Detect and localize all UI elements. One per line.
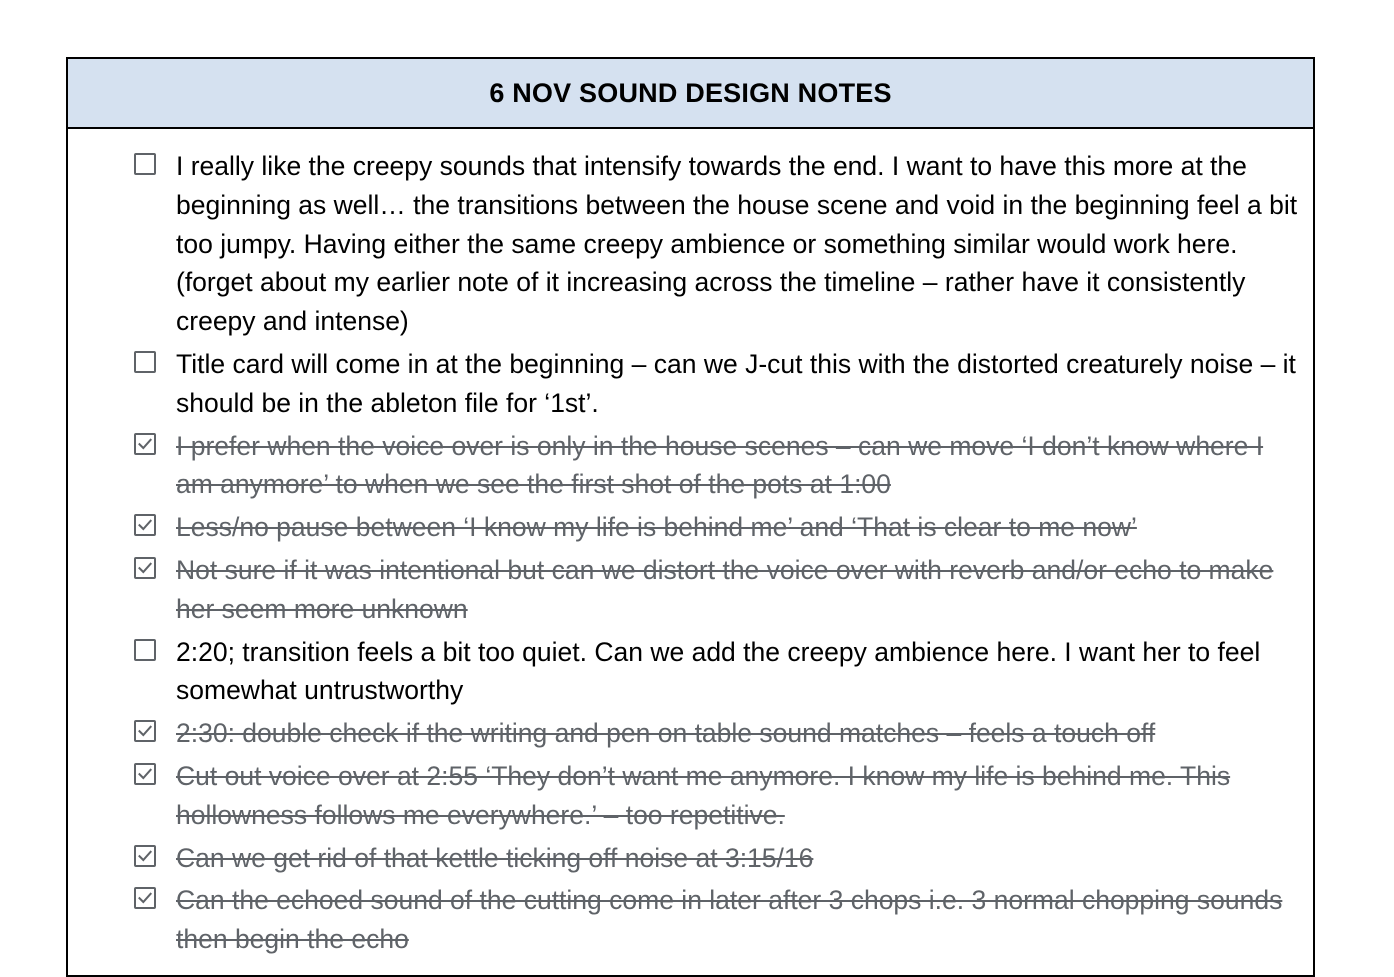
checklist-item-text: 2:20; transition feels a bit too quiet. Can we add the creepy ambience here. I want her to feel somewhat untrustworthy xyxy=(176,636,1261,706)
checklist-item xyxy=(68,633,1313,711)
checkmark-icon xyxy=(137,766,153,782)
checkbox[interactable] xyxy=(134,153,156,175)
checklist-item xyxy=(68,345,1313,423)
checklist-item xyxy=(68,427,1313,505)
checkbox[interactable] xyxy=(134,433,156,455)
checklist-item-text: Less/no pause between ‘I know my life is behind me’ and ‘That is clear to me now’ xyxy=(176,512,1137,543)
checklist-item xyxy=(68,881,1313,959)
checklist-item-text: I prefer when the voice over is only in the house scenes – can we move ‘I don’t know where I am anymore’ to when we see the first shot of the pots at 1:00 xyxy=(176,430,1264,500)
checkbox[interactable] xyxy=(134,351,156,373)
checkbox[interactable] xyxy=(134,639,156,661)
checkbox[interactable] xyxy=(134,557,156,579)
checklist-item-text: Not sure if it was intentional but can we distort the voice over with reverb and/or echo to make her seem more unknown xyxy=(176,554,1274,624)
checkbox[interactable] xyxy=(134,514,156,536)
checkmark-icon xyxy=(137,890,153,906)
checklist-item-text: Can the echoed sound of the cutting come in later after 3 chops i.e. 3 normal chopping sounds then begin the echo xyxy=(176,885,1283,955)
checklist-item-text: Cut out voice over at 2:55 ‘They don’t want me anymore. I know my life is behind me. This hollowness follows me everywhere.’ – too repetitive. xyxy=(176,760,1231,830)
checklist-item xyxy=(68,714,1313,753)
checkmark-icon xyxy=(137,848,153,864)
checkbox[interactable] xyxy=(134,720,156,742)
checklist-item xyxy=(68,551,1313,629)
checklist-item-text: 2:30: double check if the writing and pen on table sound matches – feels a touch off xyxy=(176,718,1156,749)
notes-table xyxy=(66,57,1315,977)
checkmark-icon xyxy=(137,517,153,533)
checklist xyxy=(68,129,1313,959)
checklist-item-text: I really like the creepy sounds that intensify towards the end. I want to have this more at the beginning as well… the transitions between the house scene and void in the beginning feel a bit too jumpy. Having either the same creepy ambience or something similar would work here. (forget about my earlier note of it increasing across the timeline – rather have it consistently creepy and intense) xyxy=(176,151,1298,337)
checkmark-icon xyxy=(137,560,153,576)
checkbox[interactable] xyxy=(134,763,156,785)
checklist-item xyxy=(68,508,1313,547)
checklist-item xyxy=(68,147,1313,341)
notes-header xyxy=(68,59,1313,129)
checklist-item xyxy=(68,757,1313,835)
checklist-item-text: Can we get rid of that kettle ticking off noise at 3:15/16 xyxy=(176,842,814,873)
checklist-item xyxy=(68,839,1313,878)
notes-title: 6 NOV SOUND DESIGN NOTES xyxy=(489,77,892,108)
checkbox[interactable] xyxy=(134,845,156,867)
checkmark-icon xyxy=(137,723,153,739)
checkbox[interactable] xyxy=(134,887,156,909)
checkmark-icon xyxy=(137,436,153,452)
checklist-item-text: Title card will come in at the beginning – can we J-cut this with the distorted creaturely noise – it should be in the ableton file for ‘1st’. xyxy=(176,348,1296,418)
